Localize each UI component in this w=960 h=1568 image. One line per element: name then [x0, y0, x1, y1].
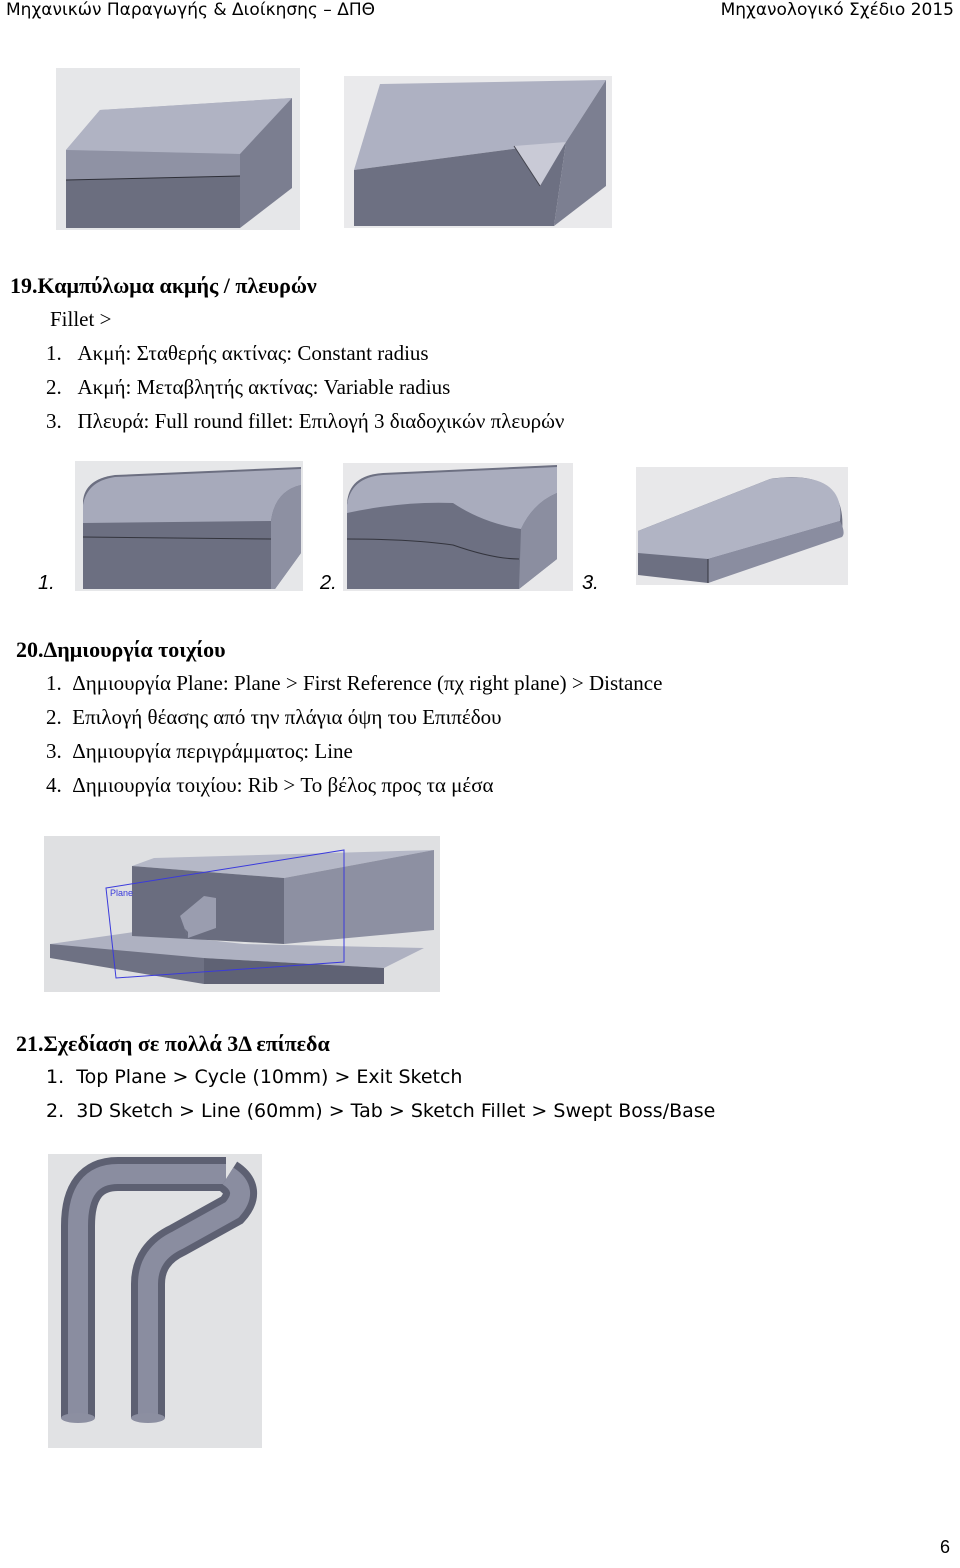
fillet-variable-figure: [343, 463, 573, 591]
plane-label: Plane: [110, 888, 134, 898]
fillet-label-1: 1.: [38, 572, 55, 594]
section-20-title: Δημιουργία τοιχίου: [43, 637, 226, 662]
fillet-label-2: 2.: [320, 572, 337, 594]
section-19-item: 2. Ακμή: Μεταβλητής ακτίνας: Variable radius: [46, 375, 451, 399]
section-21-item: 1. Top Plane > Cycle (10mm) > Exit Sketch: [46, 1066, 463, 1088]
section-21-item: 2. 3D Sketch > Line (60mm) > Tab > Sketch Fillet > Swept Boss/Base: [46, 1100, 716, 1122]
section-21-title: Σχεδίαση σε πολλά 3Δ επίπεδα: [43, 1031, 330, 1056]
section-19-item: 3. Πλευρά: Full round fillet: Επιλογή 3 διαδοχικών πλευρών: [46, 409, 565, 433]
header-right: Μηχανολογικό Σχέδιο 2015: [720, 0, 954, 20]
page-number: 6: [939, 1537, 950, 1557]
swept-pipe-figure: [48, 1154, 262, 1448]
fillet-label-3: 3.: [582, 572, 599, 594]
section-20-item: 3. Δημιουργία περιγράμματος: Line: [46, 739, 353, 763]
section-20-number: 20.: [16, 637, 44, 662]
chamfer-figure-2: [344, 76, 612, 228]
section-19-intro: Fillet >: [50, 307, 112, 331]
section-20-item: 4. Δημιουργία τοιχίου: Rib > Το βέλος προς τα μέσα: [46, 773, 494, 797]
chamfer-figure-1: [56, 68, 300, 230]
fillet-constant-figure: [75, 461, 303, 591]
rib-figure: [44, 836, 440, 992]
section-19-item: 1. Ακμή: Σταθερής ακτίνας: Constant radius: [46, 341, 429, 365]
section-19-title: Καμπύλωμα ακμής / πλευρών: [37, 273, 317, 298]
section-21-number: 21.: [16, 1031, 44, 1056]
section-19-number: 19.: [10, 273, 38, 298]
section-20-item: 2. Επιλογή θέασης από την πλάγια όψη του Επιπέδου: [46, 705, 502, 729]
header-left: Μηχανικών Παραγωγής & Διοίκησης – ΔΠΘ: [6, 0, 375, 20]
fillet-full-round-figure: [636, 467, 848, 585]
section-20-item: 1. Δημιουργία Plane: Plane > First Reference (πχ right plane) > Distance: [46, 671, 663, 695]
